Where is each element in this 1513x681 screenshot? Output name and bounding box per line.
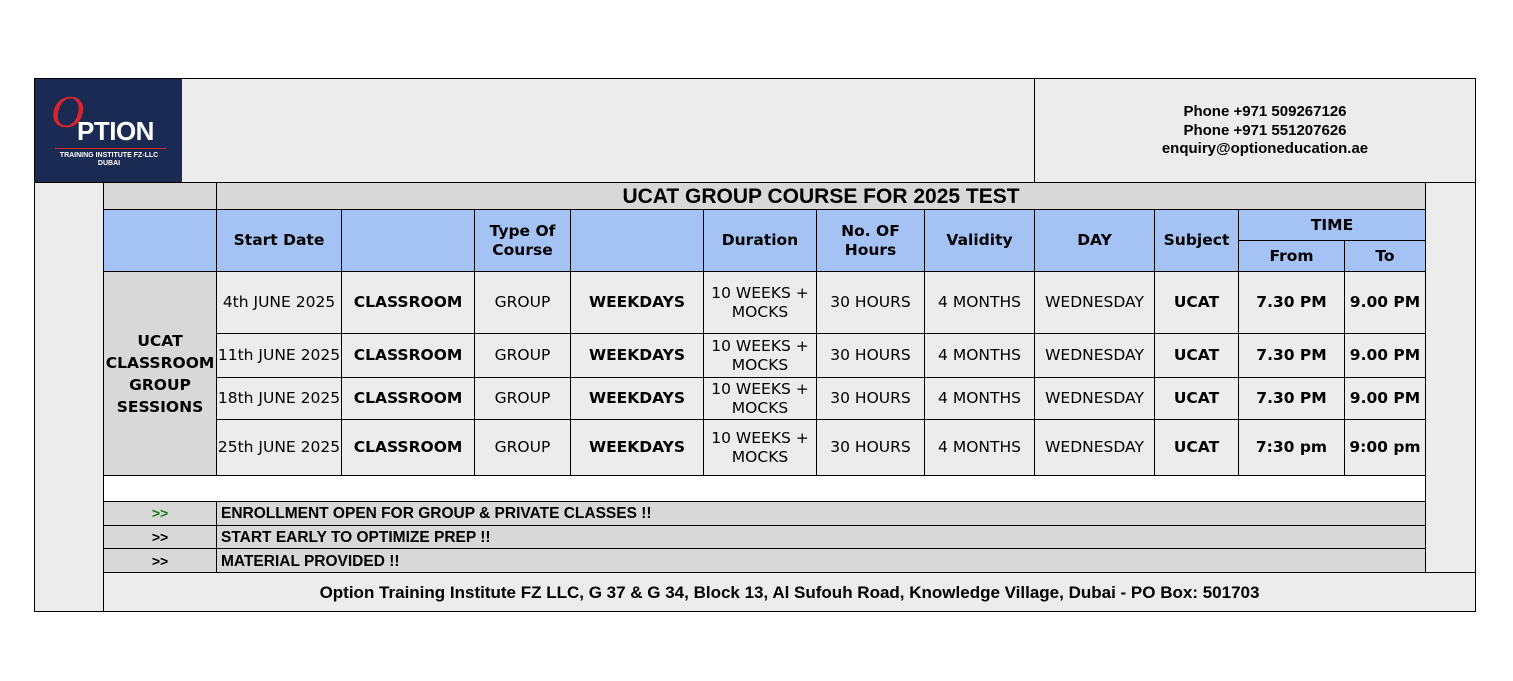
cell-hours: 30 HOURS (817, 378, 925, 420)
cell-schedule: WEEKDAYS (571, 378, 704, 420)
logo-city: DUBAI (97, 160, 121, 167)
note-arrow: >> (104, 549, 217, 574)
contact-phone-1: Phone +971 509267126 (1183, 103, 1347, 120)
cell-to: 9.00 PM (1345, 334, 1426, 378)
cell-duration: 10 WEEKS + MOCKS (704, 334, 817, 378)
logo-divider (55, 148, 166, 149)
cell-duration: 10 WEEKS + MOCKS (704, 420, 817, 476)
table-row (104, 272, 1426, 334)
cell-mode: CLASSROOM (342, 272, 475, 334)
header-duration: Duration (704, 210, 817, 272)
cell-schedule: WEEKDAYS (571, 420, 704, 476)
page-title: UCAT GROUP COURSE FOR 2025 TEST (217, 183, 1426, 210)
logo-wordmark: PTION (77, 116, 154, 146)
row-group-label: UCAT CLASSROOM GROUP SESSIONS (104, 272, 217, 476)
cell-schedule: WEEKDAYS (571, 272, 704, 334)
note-text: MATERIAL PROVIDED !! (217, 549, 1426, 574)
cell-to: 9:00 pm (1345, 420, 1426, 476)
header-blank (104, 210, 217, 272)
header-mode-blank (342, 210, 475, 272)
cell-type: GROUP (475, 334, 571, 378)
cell-to: 9.00 PM (1345, 378, 1426, 420)
footer-address: Option Training Institute FZ LLC, G 37 & G 34, Block 13, Al Sufouh Road, Knowledge Village, Dubai - PO Box: 501703 (103, 572, 1475, 611)
header-from: From (1239, 241, 1345, 272)
note-arrow: >> (104, 502, 217, 526)
cell-validity: 4 MONTHS (925, 420, 1035, 476)
note-row (104, 526, 1426, 549)
cell-type: GROUP (475, 272, 571, 334)
cell-hours: 30 HOURS (817, 420, 925, 476)
contact-email: enquiry@optioneducation.ae (1161, 140, 1369, 157)
header-schedule-blank (571, 210, 704, 272)
header-no-of-hours: No. OF Hours (817, 210, 925, 272)
note-row (104, 502, 1426, 526)
note-text: ENROLLMENT OPEN FOR GROUP & PRIVATE CLASSES !! (217, 502, 1426, 526)
option-logo (35, 79, 182, 182)
cell-validity: 4 MONTHS (925, 272, 1035, 334)
cell-start-date: 11th JUNE 2025 (217, 334, 342, 378)
header-start-date: Start Date (217, 210, 342, 272)
table-row (104, 334, 1426, 378)
cell-to: 9.00 PM (1345, 272, 1426, 334)
cell-hours: 30 HOURS (817, 334, 925, 378)
note-text: START EARLY TO OPTIMIZE PREP !! (217, 526, 1426, 549)
logo-letter-o: O (51, 86, 85, 137)
header-type-of-course: Type Of Course (475, 210, 571, 272)
cell-start-date: 25th JUNE 2025 (217, 420, 342, 476)
cell-mode: CLASSROOM (342, 420, 475, 476)
note-row (104, 549, 1426, 574)
cell-start-date: 18th JUNE 2025 (217, 378, 342, 420)
cell-subject: UCAT (1155, 272, 1239, 334)
table-row (104, 378, 1426, 420)
title-spacer (104, 183, 217, 210)
cell-duration: 10 WEEKS + MOCKS (704, 378, 817, 420)
header-time: TIME (1239, 210, 1426, 241)
logo-tagline: TRAINING INSTITUTE FZ-LLC (59, 152, 159, 159)
contact-block (1035, 103, 1495, 159)
cell-duration: 10 WEEKS + MOCKS (704, 272, 817, 334)
cell-from: 7.30 PM (1239, 272, 1345, 334)
header-validity: Validity (925, 210, 1035, 272)
header-day: DAY (1035, 210, 1155, 272)
cell-type: GROUP (475, 420, 571, 476)
cell-day: WEDNESDAY (1035, 420, 1155, 476)
cell-subject: UCAT (1155, 420, 1239, 476)
header-to: To (1345, 241, 1426, 272)
cell-schedule: WEEKDAYS (571, 334, 704, 378)
spacer-row (104, 476, 1426, 502)
cell-validity: 4 MONTHS (925, 334, 1035, 378)
header-subject: Subject (1155, 210, 1239, 272)
cell-hours: 30 HOURS (817, 272, 925, 334)
course-schedule-table (103, 182, 1426, 574)
cell-from: 7:30 pm (1239, 420, 1345, 476)
table-row (104, 420, 1426, 476)
cell-from: 7.30 PM (1239, 334, 1345, 378)
cell-subject: UCAT (1155, 334, 1239, 378)
cell-day: WEDNESDAY (1035, 272, 1155, 334)
cell-from: 7.30 PM (1239, 378, 1345, 420)
cell-mode: CLASSROOM (342, 334, 475, 378)
cell-subject: UCAT (1155, 378, 1239, 420)
cell-validity: 4 MONTHS (925, 378, 1035, 420)
cell-mode: CLASSROOM (342, 378, 475, 420)
contact-phone-2: Phone +971 551207626 (1183, 121, 1347, 139)
cell-start-date: 4th JUNE 2025 (217, 272, 342, 334)
cell-type: GROUP (475, 378, 571, 420)
cell-day: WEDNESDAY (1035, 334, 1155, 378)
cell-day: WEDNESDAY (1035, 378, 1155, 420)
note-arrow: >> (104, 526, 217, 549)
